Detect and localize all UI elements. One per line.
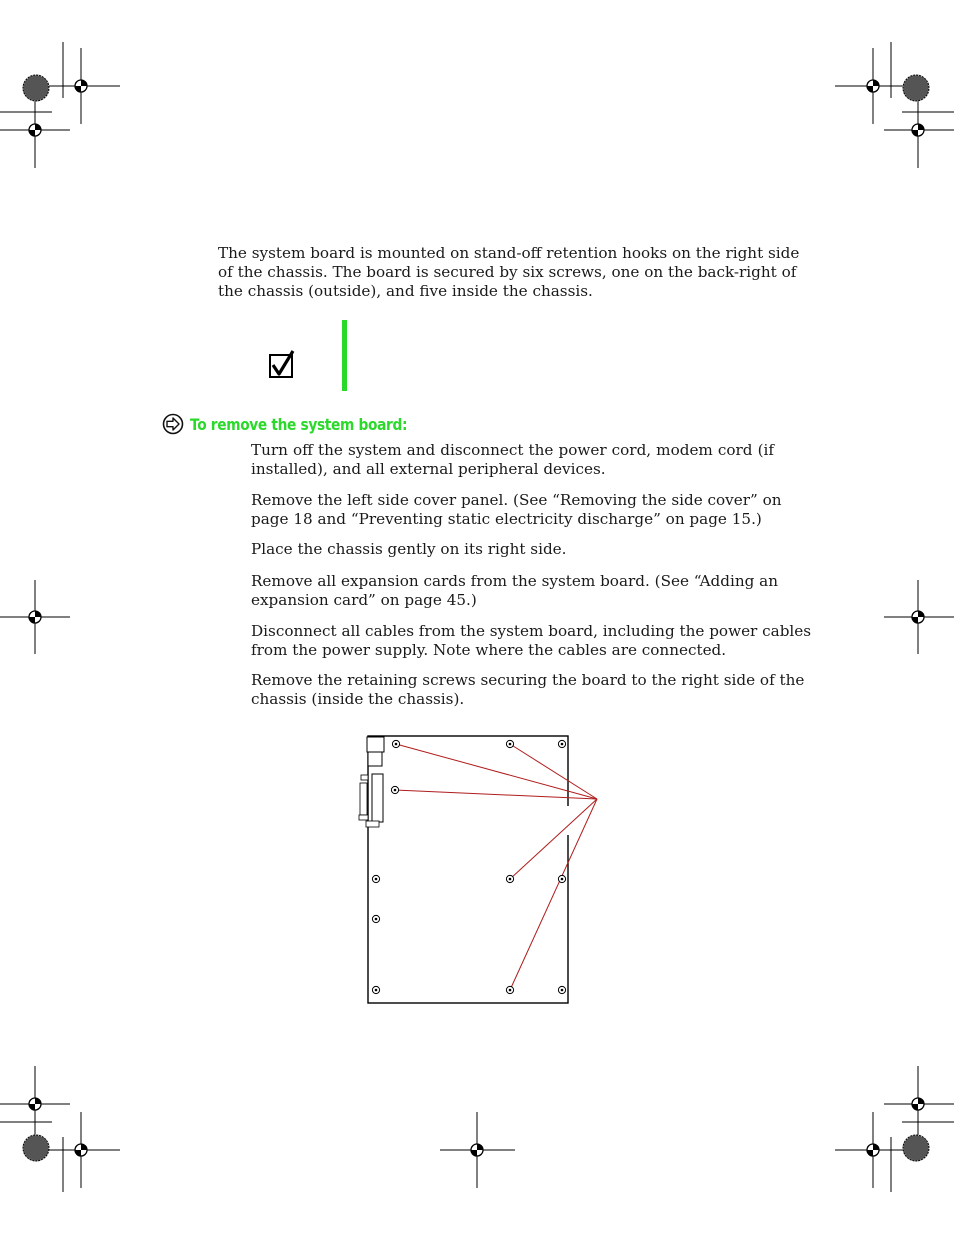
screw-hole-center [375, 989, 378, 992]
step-line: from the power supply. Note where the cables are connected. [251, 641, 727, 659]
step-line: expansion card” on page 45.) [251, 591, 477, 609]
system-board-illustration [350, 728, 610, 1010]
step-5 [251, 622, 812, 660]
step-line: Remove the retaining screws securing the board to the right side of the [251, 671, 805, 689]
procedure-title: To remove the system board: [190, 414, 408, 434]
screw-hole-center [375, 918, 378, 921]
screw-hole-center [394, 789, 397, 792]
step-line: Place the chassis gently on its right side. [251, 540, 567, 558]
port-connector [367, 737, 384, 752]
screw-hole-center [561, 743, 564, 746]
intro-line: the chassis (outside), and five inside the chassis. [218, 282, 593, 300]
step-4 [251, 572, 779, 610]
screw-hole-center [509, 989, 512, 992]
screw-hole-center [375, 878, 378, 881]
procedure-heading [162, 413, 442, 435]
step-line: installed), and all external peripheral devices. [251, 460, 606, 478]
checkmark-note-icon [269, 350, 295, 378]
step-line: chassis (inside the chassis). [251, 690, 465, 708]
screw-hole-center [561, 989, 564, 992]
step-line: Disconnect all cables from the system board, including the power cables [251, 622, 812, 640]
intro-line: of the chassis. The board is secured by six screws, one on the back-right of [218, 263, 797, 281]
step-line: Turn off the system and disconnect the power cord, modem cord (if [251, 441, 774, 459]
port-connector [368, 752, 382, 766]
step-line: Remove all expansion cards from the system board. (See “Adding an [251, 572, 779, 590]
arrow-right-circle-icon [162, 413, 184, 435]
screw-hole-center [561, 878, 564, 881]
step-2 [251, 491, 782, 529]
step-3 [251, 540, 774, 559]
screw-hole-center [395, 743, 398, 746]
intro-line: The system board is mounted on stand-off retention hooks on the right side [218, 244, 800, 262]
step-line: Remove the left side cover panel. (See “Removing the side cover” on [251, 491, 782, 509]
screw-hole-center [509, 743, 512, 746]
port-connector [372, 774, 383, 822]
step-6 [251, 671, 805, 709]
step-line: page 18 and “Preventing static electricity discharge” on page 15.) [251, 510, 762, 528]
step-1 [251, 441, 774, 479]
board-outline [368, 736, 568, 1003]
screw-hole-center [509, 878, 512, 881]
intro-paragraph [218, 244, 800, 301]
note-bar [342, 320, 347, 391]
